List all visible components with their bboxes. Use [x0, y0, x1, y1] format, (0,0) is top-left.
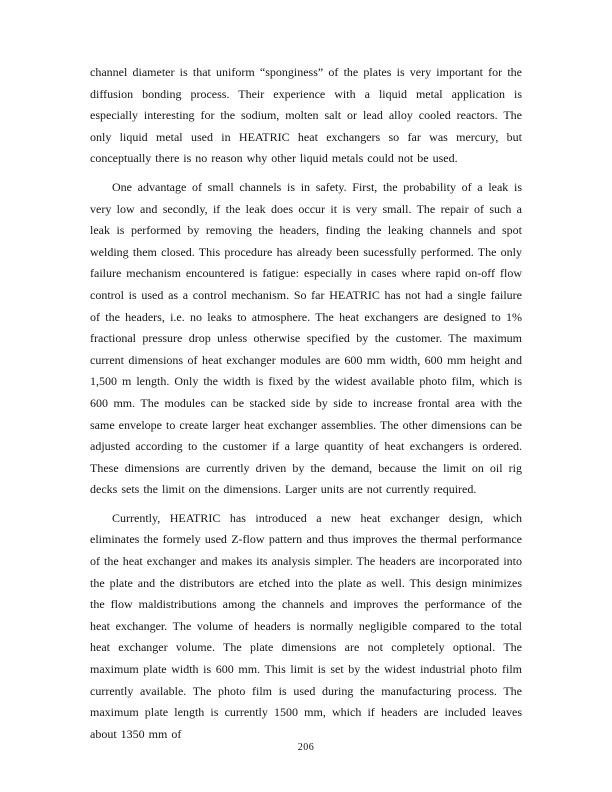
paragraph-continuation: channel diameter is that uniform “sponginess” of the plates is very important for the diffusion bonding process. Their experience with a liquid metal application is especially interesting for the sodium, molten salt or lead alloy cooled reactors. The only liquid metal used in HEATRIC heat exchangers so far was mercury, but conceptually there is no reason why other liquid metals could not be used. — [90, 65, 522, 166]
body-text-block — [90, 62, 522, 752]
paragraph-new-design: Currently, HEATRIC has introduced a new heat exchanger design, which eliminates the formely used Z-flow pattern and thus improves the thermal performance of the heat exchanger and makes its analysis simpler. The headers are incorporated into the plate and the distributors are etched into the plate as well. This design minimizes the flow maldistributions among the channels and improves the performance of the heat exchanger. The volume of headers is normally negligible compared to the total heat exchanger volume. The plate dimensions are not completely optional. The maximum plate width is 600 mm. This limit is set by the widest industrial photo film currently available. The photo film is used during the manufacturing process. The maximum plate length is currently 1500 mm, which if headers are included leaves about 1350 mm of — [90, 510, 522, 741]
paragraph-small-channels-safety: One advantage of small channels is in safety. First, the probability of a leak is very low and secondly, if the leak does occur it is very small. The repair of such a leak is performed by removing the headers, finding the leaking channels and spot welding them closed. This procedure has already been sucessfully performed. The only failure mechanism encountered is fatigue: especially in cases where rapid on-off flow control is used as a control mechanism. So far HEATRIC has not had a single failure of the headers, i.e. no leaks to atmosphere. The heat exchangers are designed to 1% fractional pressure drop unless otherwise specified by the customer. The maximum current dimensions of heat exchanger modules are 600 mm width, 600 mm height and 1,500 m length. Only the width is fixed by the widest available photo film, which is 600 mm. The modules can be stacked side by side to increase frontal area with the same envelope to create larger heat exchanger assemblies. The other dimensions can be adjusted according to the customer if a large quantity of heat exchangers is ordered. These dimensions are currently driven by the demand, because the limit on oil rig decks sets the limit on the dimensions. Larger units are not currently required. — [90, 179, 522, 497]
page-number: 206 — [297, 742, 315, 753]
